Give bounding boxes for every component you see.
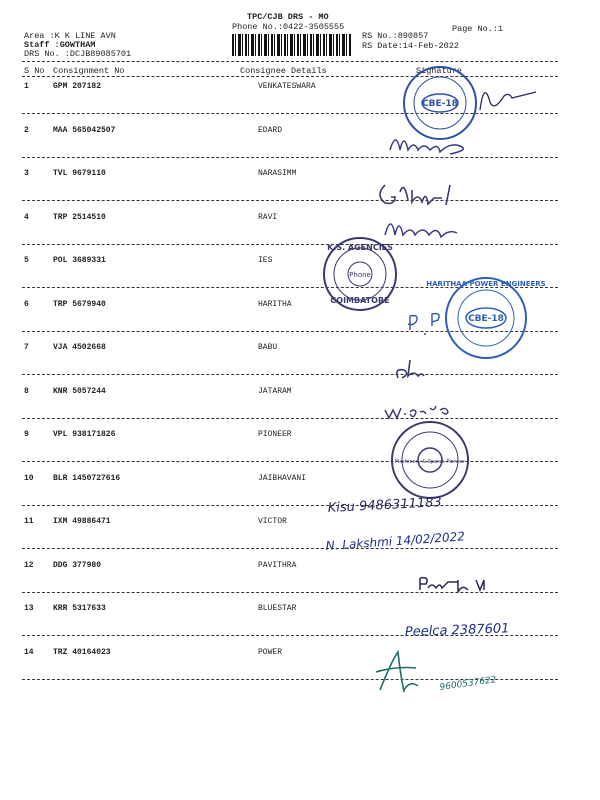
col-header-consignment: Consignment No [53, 66, 125, 76]
row-consignment-no: BLR 1450727616 [53, 473, 121, 483]
row-sno: 1 [24, 82, 29, 91]
row-divider [22, 331, 558, 332]
row-consignment-no: VJA 4502668 [53, 343, 106, 352]
row-consignment-no: KRR 5317633 [53, 604, 106, 613]
row-consignee: BABU [258, 343, 278, 352]
row-divider [22, 635, 558, 636]
signature-2 [390, 140, 463, 154]
row-sno: 13 [24, 604, 34, 613]
stamp-2-bottom: COIMBATORE [330, 296, 390, 305]
row-consignee: EDARD [258, 125, 283, 135]
drs-number: DRS No. :DCJB89085701 [24, 49, 132, 59]
row-sno: 6 [24, 299, 29, 309]
table-row [0, 213, 600, 225]
divider-top [22, 61, 558, 62]
row-consignment-no: KNR 5057244 [53, 386, 106, 396]
row-divider [22, 548, 558, 549]
table-row [0, 561, 600, 573]
row-consignment-no: TVL 9679110 [53, 169, 106, 178]
row-sno: 11 [24, 517, 34, 526]
stamp-3-top: HARITHAA POWER ENGINEERS [426, 280, 546, 288]
stamp-2-mid: Phone [349, 271, 371, 279]
row-consignment-no: TRP 5679940 [53, 299, 106, 309]
row-divider [22, 418, 558, 419]
table-row [0, 256, 600, 268]
staff-label: Staff :GOWTHAM [24, 40, 96, 50]
row-consignee: BLUESTAR [258, 604, 297, 613]
row-divider [22, 287, 558, 288]
phone-number: Phone No.:0422-3505555 [232, 22, 345, 32]
table-row [0, 169, 600, 181]
handwriting-10: Kisu 9486311183 [327, 495, 443, 516]
col-header-consignee: Consignee Details [240, 66, 327, 76]
row-consignee: VENKATESWARA [258, 82, 316, 91]
col-header-sno: S No [24, 66, 45, 76]
stamp-1-text: CBE-18 [422, 99, 458, 109]
handwriting-13: Peelca 2387601 [404, 621, 510, 640]
row-consignee: IES [258, 256, 273, 265]
row-consignment-no: MAA 565042507 [53, 125, 116, 135]
row-consignee: PAVITHRA [258, 560, 297, 570]
signature-4 [385, 224, 457, 237]
row-sno: 7 [24, 343, 29, 352]
row-consignee: VICTOR [258, 517, 287, 526]
row-sno: 2 [24, 125, 29, 135]
page-number: Page No.:1 [452, 24, 504, 34]
row-consignment-no: IXM 49886471 [53, 517, 111, 526]
row-divider [22, 461, 558, 462]
table-row [0, 387, 600, 399]
row-consignment-no: POL 3689331 [53, 256, 106, 265]
signature-1 [480, 92, 536, 110]
signature-7 [397, 360, 424, 378]
row-consignee: NARASIMM [258, 169, 297, 178]
area-label: Area :K K LINE AVN [24, 31, 116, 41]
row-divider [22, 679, 558, 680]
row-consignee: POWER [258, 647, 283, 657]
row-consignment-no: VPL 938171826 [53, 430, 116, 439]
table-row [0, 343, 600, 355]
divider-header [22, 76, 558, 77]
row-consignee: PIONEER [258, 430, 292, 439]
stamp-3-text: CBE-18 [468, 314, 504, 324]
rs-number: RS No.:890857 [362, 31, 429, 41]
row-consignment-no: TRZ 40164023 [53, 647, 111, 657]
signature-3 [380, 185, 450, 205]
row-consignee: RAVI [258, 212, 278, 222]
table-row [0, 604, 600, 616]
stamp-2-top: K.S. AGENCIES [327, 243, 393, 252]
row-sno: 14 [24, 647, 34, 657]
document-title: TPC/CJB DRS - MO [247, 12, 329, 22]
row-sno: 4 [24, 212, 29, 222]
stamp-4-text: Machinery & Spares Pioneer [394, 459, 466, 465]
signature-12 [420, 578, 484, 592]
row-sno: 10 [24, 473, 34, 483]
handwriting-11: N. Lakshmi 14/02/2022 [325, 529, 466, 553]
row-divider [22, 113, 558, 114]
row-divider [22, 244, 558, 245]
row-consignee: JAIBHAVANI [258, 473, 307, 483]
table-row [0, 82, 600, 94]
table-row [0, 300, 600, 312]
col-header-signature: Signature [416, 66, 462, 76]
row-sno: 12 [24, 560, 34, 570]
barcode [232, 34, 352, 56]
handwriting-14: 9600537622 [439, 675, 498, 693]
table-row [0, 430, 600, 442]
row-divider [22, 157, 558, 158]
row-consignment-no: DDG 377980 [53, 560, 102, 570]
row-sno: 5 [24, 256, 29, 265]
table-row [0, 474, 600, 486]
row-divider [22, 200, 558, 201]
table-row [0, 517, 600, 529]
row-sno: 8 [24, 386, 29, 396]
row-consignee: HARITHA [258, 299, 292, 309]
row-sno: 9 [24, 430, 29, 439]
table-row [0, 126, 600, 138]
signature-8 [385, 406, 448, 418]
row-divider [22, 505, 558, 506]
row-consignment-no: TRP 2514510 [53, 212, 106, 222]
row-divider [22, 592, 558, 593]
table-row [0, 648, 600, 660]
row-sno: 3 [24, 169, 29, 178]
row-consignment-no: GPM 207182 [53, 82, 102, 91]
row-consignee: JATARAM [258, 386, 292, 396]
rs-date: RS Date:14-Feb-2022 [362, 41, 459, 51]
row-divider [22, 374, 558, 375]
